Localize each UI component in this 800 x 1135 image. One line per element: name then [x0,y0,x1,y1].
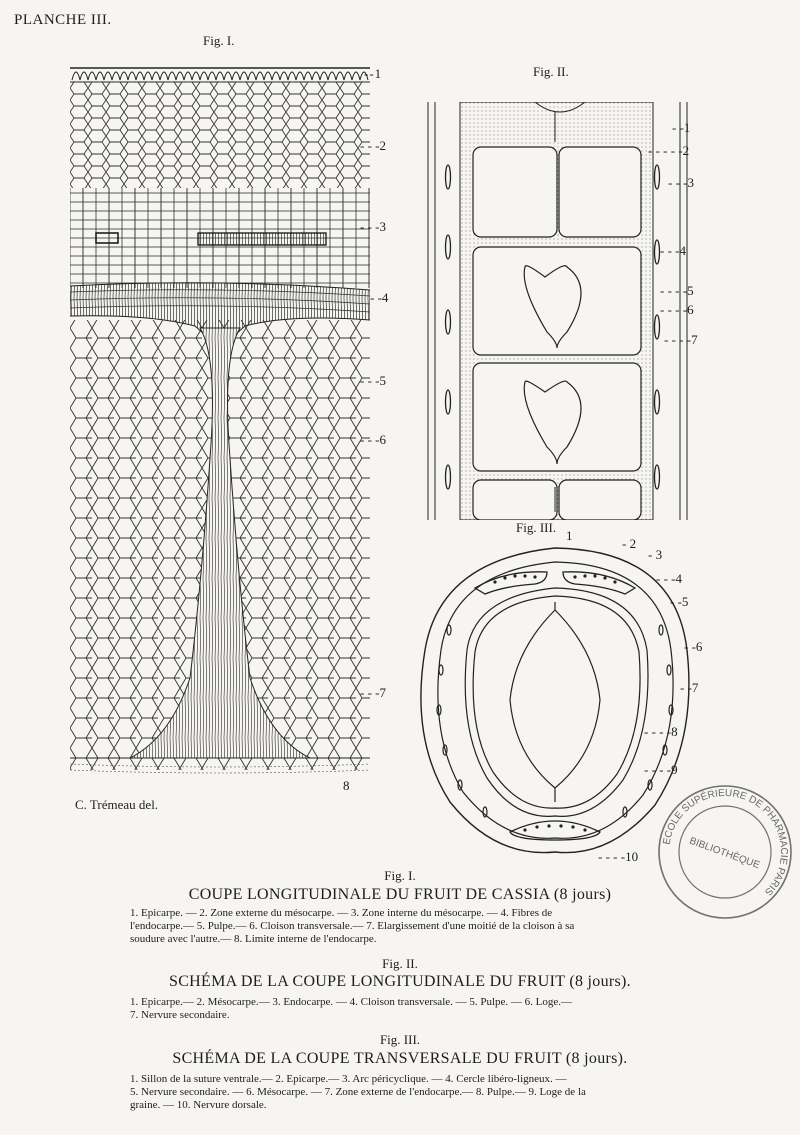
fig2-num-5: - - - -5 [660,283,694,298]
fig3-num-7: - -7 [680,680,699,695]
caption-fig3-title: SCHÉMA DE LA COUPE TRANSVERSALE DU FRUIT (8 jours). [172,1050,628,1067]
fig1-num-5: - - -5 [360,373,386,388]
fig3-num-2: - 2 [622,536,637,551]
fig1-drawing [70,58,370,778]
fig3-num-1: 1 [566,528,573,543]
caption-fig2-body: 1. Epicarpe.— 2. Mésocarpe.— 3. Endocarpe. — 4. Cloison transversale. — 5. Pulpe. — 6. Loge.— 7. Nervure secondaire. [130,996,573,1021]
fig2-num-2: - - - - -2 [648,143,690,158]
fig1-label: Fig. I. [203,33,235,48]
fig3-label: Fig. III. [516,520,557,535]
fig1-num-3: - - -3 [360,219,386,234]
artist-credit: C. Trémeau del. [75,797,159,812]
caption-fig1-label: Fig. I. [384,868,416,883]
fig1-num-2: - - -2 [360,138,386,153]
caption-fig2-title: SCHÉMA DE LA COUPE LONGITUDINALE DU FRUIT (8 jours). [169,973,631,990]
fig2-num-1: - -1 [672,120,691,135]
caption-fig1-body: 1. Epicarpe. — 2. Zone externe du mésocarpe. — 3. Zone interne du mésocarpe. — 4. Fibres de l'endocarpe.— 5. Pulpe.— 6. Cloison transversale.— 7. Elargissement d'une moitié de la cloison à sa soudure avec l'autre.— 8. Limite interne de l'endocarpe. [130,907,575,945]
fig2-num-7: - - - -7 [664,332,698,347]
fig3-num-5: - -5 [670,594,689,609]
fig2-label: Fig. II. [533,64,569,79]
fig2-num-4: - - -4 [660,243,686,258]
vascular-strand-large [198,233,326,245]
fig3-num-9: - - - -9 [644,762,678,777]
stamp-inner-text: BIBLIOTHÈQUE [687,835,762,872]
plate-number: PLANCHE III. [14,12,112,28]
fig1-num-8: 8 [343,778,350,793]
caption-fig3-label: Fig. III. [379,1032,421,1047]
fig1-num-7: - - -7 [360,685,386,700]
caption-fig2-label: Fig. II. [382,956,418,971]
fig2-num-6: - - - -6 [660,302,694,317]
fig3-num-8: - - - -8 [644,724,678,739]
fig3-num-4: - - -4 [656,571,682,586]
caption-fig1-title: COUPE LONGITUDINALE DU FRUIT DE CASSIA (8 jours) [188,886,612,903]
fig3-num-10: - - - -10 [598,849,639,864]
fig2-drawing [425,102,690,520]
fig2-num-3: - - -3 [668,175,694,190]
fig3-num-3: - 3 [648,547,663,562]
fig3-drawing [415,540,695,858]
stamp-outer-text: ECOLE SUPÉRIEURE DE PHARMACIE PARIS [661,787,790,898]
fig3-num-6: - -6 [684,639,703,654]
fig1-num-6: - - -6 [360,432,386,447]
epicarpe-teeth [72,72,368,80]
fig1-num-4: - -4 [370,290,389,305]
fig1-num-1: --1 [364,66,382,81]
caption-fig3-body: 1. Sillon de la suture ventrale.— 2. Epicarpe.— 3. Arc péricyclique. — 4. Cercle libéro-ligneux. — 5. Nervure secondaire. — 6. Mésocarpe. — 7. Zone externe de l'endocarpe.— 8. Pulpe.— 9. Loge de la graine. — 10. Nervure dorsale. [130,1073,586,1111]
